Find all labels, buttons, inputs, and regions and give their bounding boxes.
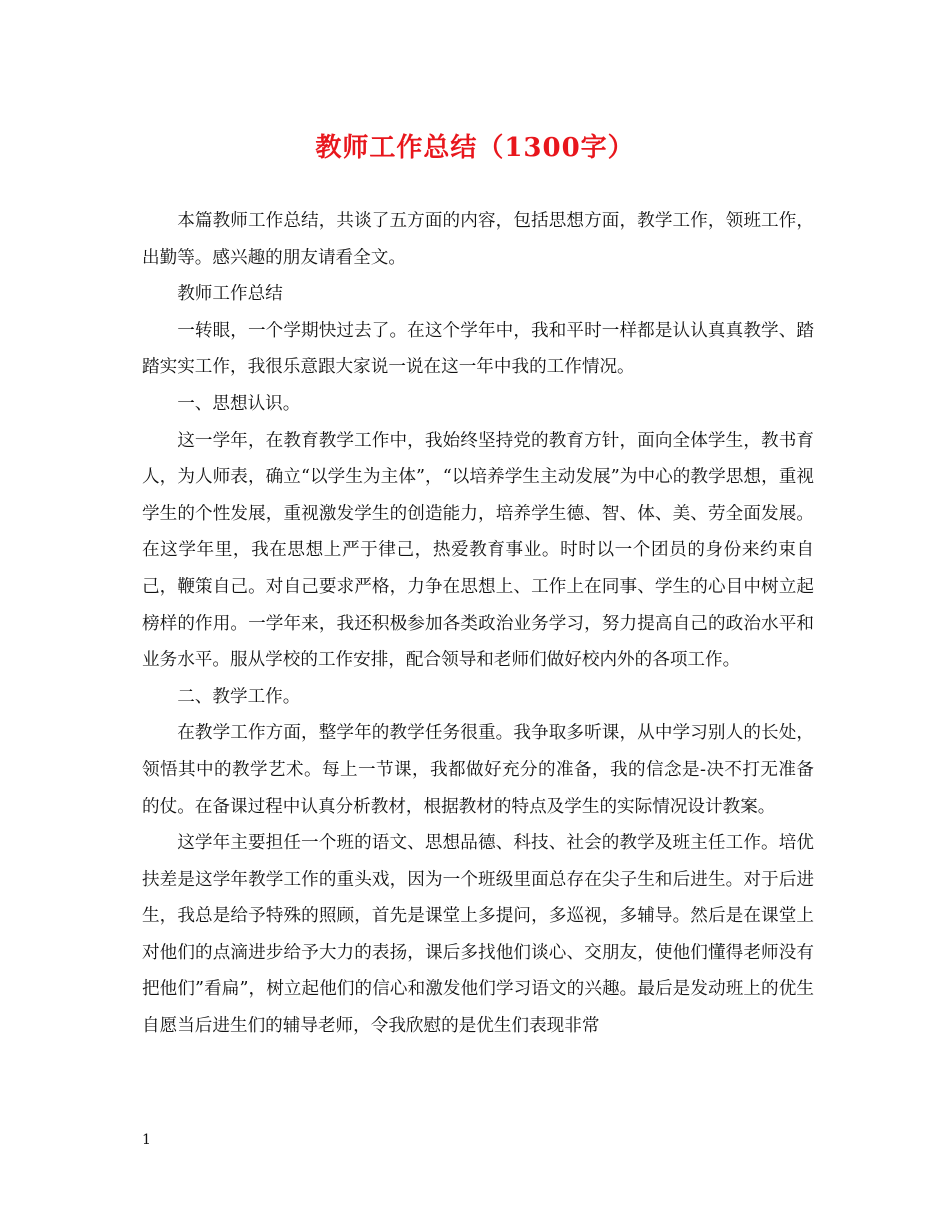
teaching-paragraph: 在教学工作方面，整学年的教学任务很重。我争取多听课，从中学习别人的长处，领悟其中的教学艺术。每上一节课，我都做好充分的准备，我的信念是-决不打无准备的仗。在备课过程中认真分析教材，根据教材的特点及学生的实际情况设计教案。	[142, 723, 814, 817]
subtitle-paragraph: 教师工作总结	[177, 284, 283, 305]
thought-paragraph: 这一学年，在教育教学工作中，我始终坚持党的教育方针，面向全体学生，教书育人，为人师表，确立“以学生为主体”，“以培养学生主动发展”为中心的教学思想，重视学生的个性发展，重视激发学生的创造能力，培养学生德、智、体、美、劳全面发展。在这学年里，我在思想上严于律己，热爱教育事业。时时以一个团员的身份来约束自己，鞭策自己。对自己要求严格，力争在思想上、工作上在同事、学生的心目中树立起榜样的作用。一学年来，我还积极参加各类政治业务学习，努力提高自己的政治水平和业务水平。服从学校的工作安排，配合领导和老师们做好校内外的各项工作。	[142, 430, 814, 671]
page-title: 教师工作总结（1300字）	[315, 133, 635, 163]
intro-paragraph: 本篇教师工作总结，共谈了五方面的内容，包括思想方面，教学工作，领班工作，出勤等。感兴趣的朋友请看全文。	[142, 211, 814, 268]
page-number: 1	[142, 1132, 151, 1148]
class-work-paragraph: 这学年主要担任一个班的语文、思想品德、科技、社会的教学及班主任工作。培优扶差是这学年教学工作的重头戏，因为一个班级里面总存在尖子生和后进生。对于后进生，我总是给予特殊的照顾，首先是课堂上多提问，多巡视，多辅导。然后是在课堂上对他们的点滴进步给予大力的表扬，课后多找他们谈心、交朋友，使他们懂得老师没有把他们”看扁”，树立起他们的信心和激发他们学习语文的兴趣。最后是发动班上的优生自愿当后进生们的辅导老师，令我欣慰的是优生们表现非常	[142, 833, 814, 1037]
section-heading-thought: 一、思想认识。	[177, 393, 301, 414]
opening-paragraph: 一转眼，一个学期快过去了。在这个学年中，我和平时一样都是认认真真教学、踏踏实实工作，我很乐意跟大家说一说在这一年中我的工作情况。	[142, 320, 814, 378]
document-body	[142, 203, 814, 1045]
section-heading-teaching: 二、教学工作。	[177, 686, 301, 707]
